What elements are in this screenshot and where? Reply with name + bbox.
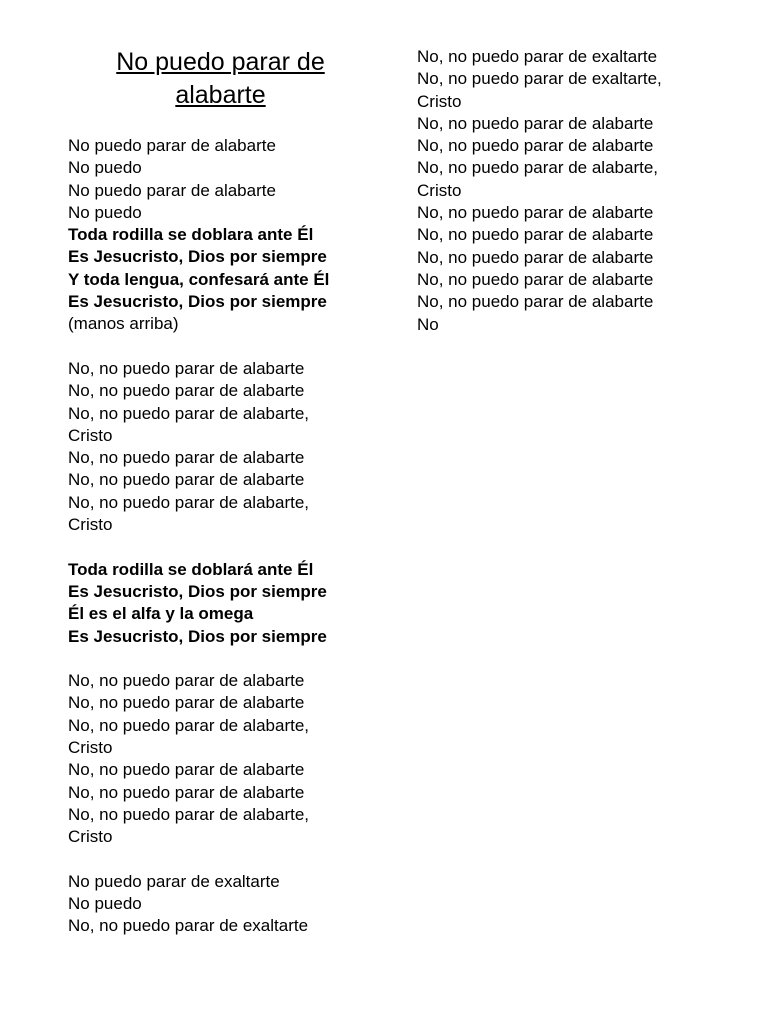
lyric-line: No puedo parar de exaltarte (68, 871, 280, 891)
lyric-line: Él es el alfa y la omega (68, 604, 254, 624)
lyric-line: (manos arriba) (68, 314, 179, 334)
lyric-line: No, no puedo parar de alabarte (68, 782, 305, 802)
lyrics-column-right (417, 46, 737, 336)
lyric-line: Es Jesucristo, Dios por siempre (68, 292, 327, 312)
lyric-line: Cristo (417, 180, 462, 200)
stanza (68, 871, 378, 938)
lyric-line: Cristo (417, 91, 462, 111)
lyric-line: No, no puedo parar de alabarte, (417, 158, 659, 178)
page-title: No puedo parar de alabarte (116, 48, 325, 109)
lyric-line: Toda rodilla se doblará ante Él (68, 559, 314, 579)
lyric-line: No puedo (68, 894, 142, 914)
lyric-line: No, no puedo parar de alabarte (68, 671, 305, 691)
stanza (68, 313, 378, 335)
lyric-line: No, no puedo parar de alabarte (417, 113, 654, 133)
lyric-line: No, no puedo parar de alabarte (68, 448, 305, 468)
lyric-line: No, no puedo parar de alabarte (417, 225, 654, 245)
lyric-line: No puedo (68, 202, 142, 222)
lyric-line: No, no puedo parar de alabarte, (68, 403, 310, 423)
stanza-gap (68, 536, 378, 558)
lyric-line: No, no puedo parar de alabarte, (68, 804, 310, 824)
lyric-line: Cristo (68, 425, 113, 445)
lyric-line: No, no puedo parar de exaltarte (417, 47, 658, 66)
lyric-line: No, no puedo parar de alabarte (68, 358, 305, 378)
lyrics-column-left (68, 135, 378, 938)
lyric-line: Y toda lengua, confesará ante Él (68, 269, 330, 289)
lyric-line: Es Jesucristo, Dios por siempre (68, 626, 327, 646)
lyric-line: No, no puedo parar de alabarte, (68, 715, 310, 735)
lyric-line: No, no puedo parar de alabarte (417, 247, 654, 267)
stanza (68, 559, 378, 648)
lyric-line: No, no puedo parar de alabarte (417, 203, 654, 223)
lyric-line: Es Jesucristo, Dios por siempre (68, 247, 327, 267)
lyric-line: No puedo parar de alabarte (68, 180, 276, 200)
lyric-line: No, no puedo parar de exaltarte (68, 916, 309, 936)
stanza (68, 670, 378, 848)
stanza (68, 358, 378, 536)
stanza (68, 224, 378, 313)
lyric-line: No, no puedo parar de exaltarte, (417, 69, 662, 89)
lyric-line: No, no puedo parar de alabarte, (68, 492, 310, 512)
lyric-line: No, no puedo parar de alabarte (417, 136, 654, 156)
lyric-line: Cristo (68, 515, 113, 535)
lyric-line: No, no puedo parar de alabarte (68, 470, 305, 490)
stanza-gap (68, 849, 378, 871)
lyric-line: No, no puedo parar de alabarte (417, 292, 654, 312)
lyric-line: No, no puedo parar de alabarte (68, 693, 305, 713)
lyric-line: No puedo parar de alabarte (68, 136, 276, 155)
lyric-line: Cristo (68, 827, 113, 847)
stanza (417, 46, 737, 336)
lyric-line: Cristo (68, 738, 113, 758)
lyric-line: No, no puedo parar de alabarte (417, 269, 654, 289)
lyric-line: No, no puedo parar de alabarte (68, 381, 305, 401)
lyric-line: No puedo (68, 158, 142, 178)
lyric-line: Toda rodilla se doblara ante Él (68, 225, 314, 245)
lyric-line: No (417, 314, 439, 334)
stanza (68, 135, 378, 224)
stanza-gap (68, 648, 378, 670)
lyric-line: Es Jesucristo, Dios por siempre (68, 581, 327, 601)
lyric-line: No, no puedo parar de alabarte (68, 760, 305, 780)
stanza-gap (68, 336, 378, 358)
